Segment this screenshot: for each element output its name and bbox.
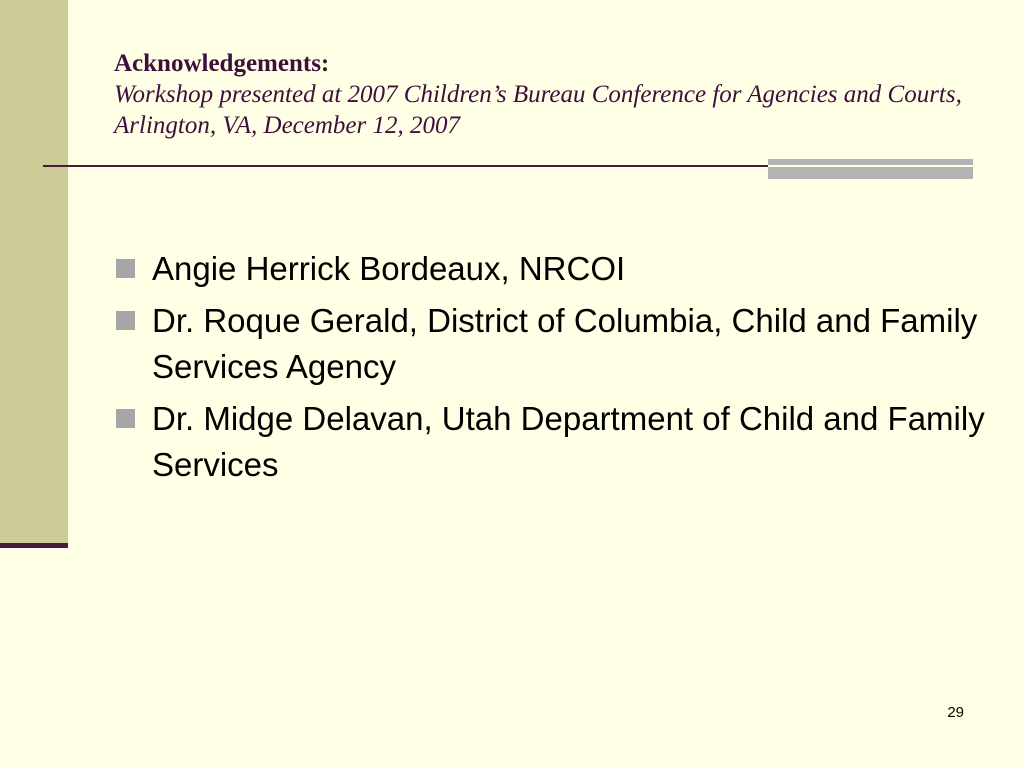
accent-bar <box>768 159 973 179</box>
list-item-text: Angie Herrick Bordeaux, NRCOI <box>152 250 626 287</box>
square-bullet-icon <box>116 311 135 330</box>
list-item-text: Dr. Roque Gerald, District of Columbia, Child and Family Services Agency <box>152 302 978 385</box>
title-heading: Acknowledgements: <box>114 50 330 77</box>
left-band-rule <box>0 543 68 548</box>
page-number: 29 <box>947 704 964 721</box>
list-item <box>116 246 996 292</box>
acknowledgement-list <box>116 246 996 494</box>
slide-title <box>114 48 974 141</box>
square-bullet-icon <box>116 259 135 278</box>
square-bullet-icon <box>116 409 135 428</box>
title-subtitle: Workshop presented at 2007 Children’s Bureau Conference for Agencies and Courts, Arlington, VA, December 12, 2007 <box>114 81 962 139</box>
accent-bar-gap <box>768 165 973 167</box>
list-item-text: Dr. Midge Delavan, Utah Department of Child and Family Services <box>152 400 985 483</box>
list-item <box>116 298 996 390</box>
list-item <box>116 396 996 488</box>
left-decorative-band <box>0 0 68 548</box>
